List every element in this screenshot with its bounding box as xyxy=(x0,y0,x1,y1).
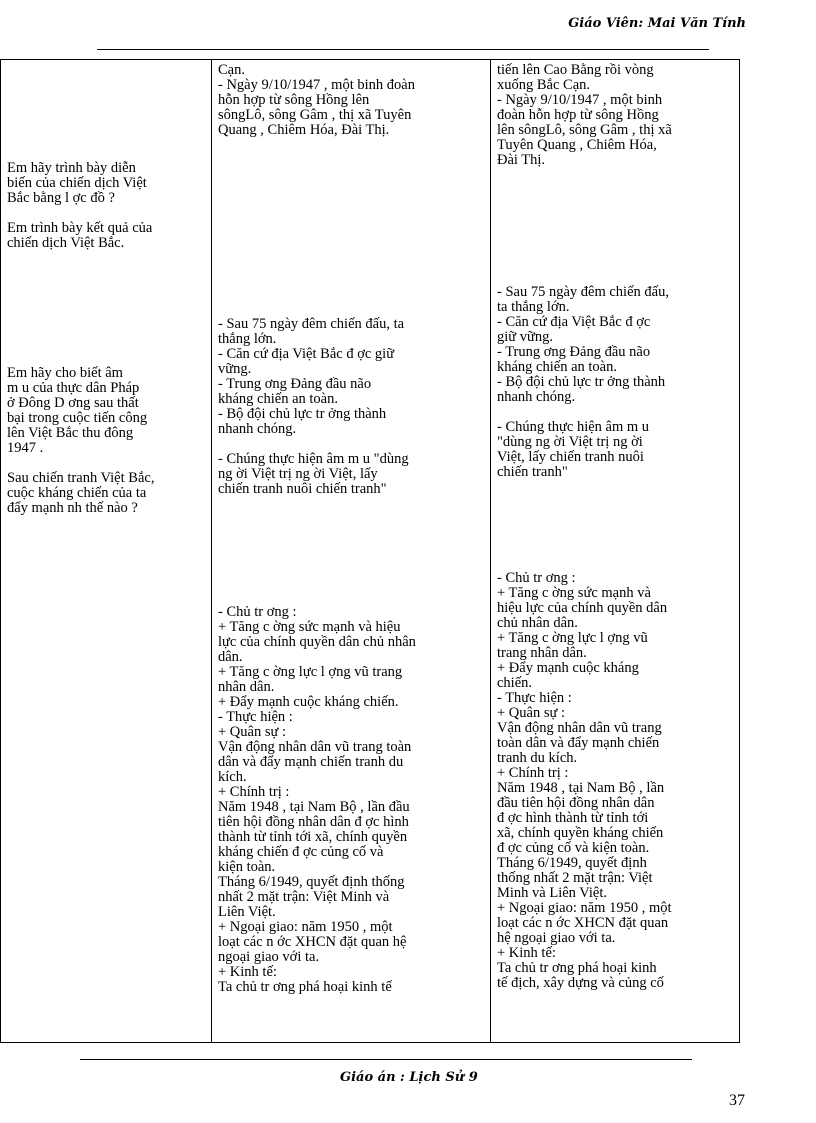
text-line: + Quân sự : xyxy=(497,705,565,721)
text-line: kích. xyxy=(218,769,247,785)
col1-block1 xyxy=(7,161,152,251)
text-line: - Căn cứ địa Việt Bắc đ ợc giữ xyxy=(218,346,395,362)
text-line: xã, chính quyền kháng chiến xyxy=(497,825,664,841)
text-line: Tuyên Quang , Chiêm Hóa, xyxy=(497,137,657,153)
text-line: + Tăng c ờng lực l ợng vũ xyxy=(497,630,648,646)
text-line: Liên Việt. xyxy=(218,904,276,920)
footer-lesson-title: Giáo án : Lịch Sử 9 xyxy=(340,1070,478,1085)
text-line: sôngLô, sông Gâm , thị xã Tuyên xyxy=(218,107,412,123)
lesson-table xyxy=(0,59,740,1043)
text-line: dân và đẩy mạnh chiến tranh du xyxy=(218,754,404,770)
text-line: chủ nhân dân. xyxy=(497,615,578,631)
text-line: - Ngày 9/10/1947 , một binh xyxy=(497,92,663,108)
text-line: chiến tranh" xyxy=(497,464,568,480)
text-line: thắng lớn. xyxy=(218,331,277,347)
text-line: - Chủ tr ơng : xyxy=(497,570,576,586)
text-line: vững. xyxy=(218,361,252,377)
text-line: loạt các n ớc XHCN đặt quan xyxy=(497,915,669,931)
text-line: bại trong cuộc tiến công xyxy=(7,410,148,426)
header-rule xyxy=(97,49,709,50)
text-line: - Trung ơng Đảng đầu não xyxy=(218,376,372,392)
text-line: Tháng 6/1949, quyết định xyxy=(497,855,647,871)
text-line: + Ngoại giao: năm 1950 , một xyxy=(218,919,393,935)
text-line: loạt các n ớc XHCN đặt quan hệ xyxy=(218,934,407,950)
text-line: "dùng ng ời Việt trị ng ời xyxy=(497,434,643,450)
text-line: Bắc bằng l ợc đồ ? xyxy=(7,190,115,206)
text-line: chiến. xyxy=(497,675,533,691)
header-teacher-name: Giáo Viên: Mai Văn Tính xyxy=(568,16,746,31)
text-line: ta thắng lớn. xyxy=(497,299,570,315)
text-line: Sau chiến tranh Việt Bắc, xyxy=(7,470,155,486)
text-line: - Chúng thực hiện âm m u xyxy=(497,419,650,435)
text-line: Em trình bày kết quả của xyxy=(7,220,153,236)
text-line: giữ vững. xyxy=(497,329,553,345)
col2-block1 xyxy=(218,63,415,138)
text-line: ngoại giao với ta. xyxy=(218,949,320,965)
text-line: hiệu lực của chính quyền dân xyxy=(497,600,668,616)
text-line: ng ời Việt trị ng ời Việt, lấy xyxy=(218,466,378,482)
text-line: lên sôngLô, sông Gâm , thị xã xyxy=(497,122,672,138)
text-line: 1947 . xyxy=(7,440,44,456)
text-line: tế địch, xây dựng và củng cố xyxy=(497,975,664,991)
text-line: - Ngày 9/10/1947 , một binh đoàn xyxy=(218,77,415,93)
text-line: - Bộ đội chủ lực tr ởng thành xyxy=(218,406,387,422)
text-line: m u của thực dân Pháp xyxy=(7,380,140,396)
text-line: lực của chính quyền dân chủ nhân xyxy=(218,634,416,650)
text-line: tranh du kích. xyxy=(497,750,578,766)
text-line: - Chúng thực hiện âm m u "dùng xyxy=(218,451,409,467)
text-line: tiên hội đồng nhân dân đ ợc hình xyxy=(218,814,409,830)
text-line: - Thực hiện : xyxy=(497,690,572,706)
text-line: + Đẩy mạnh cuộc kháng chiến. xyxy=(218,694,399,710)
text-line: kháng chiến an toàn. xyxy=(218,391,338,407)
text-line: Vận động nhân dân vũ trang toàn xyxy=(218,739,412,755)
text-line: thống nhất 2 mặt trận: Việt xyxy=(497,870,653,886)
text-line: trang nhân dân. xyxy=(497,645,587,661)
text-line: + Ngoại giao: năm 1950 , một xyxy=(497,900,672,916)
text-line: kháng chiến an toàn. xyxy=(497,359,617,375)
text-line: nhất 2 mặt trận: Việt Minh và xyxy=(218,889,390,905)
text-line: + Chính trị : xyxy=(497,765,569,781)
blank-line xyxy=(218,437,409,452)
text-line: Cạn. xyxy=(218,62,245,78)
text-line: + Quân sự : xyxy=(218,724,286,740)
col3-block1 xyxy=(497,63,672,168)
text-line: ở Đông D ơng sau thất xyxy=(7,395,139,411)
text-line: Em hãy trình bày diễn xyxy=(7,160,136,176)
text-line: + Kinh tế: xyxy=(218,964,277,980)
text-line: Minh và Liên Việt. xyxy=(497,885,608,901)
text-line: Ta chủ tr ơng phá hoại kinh xyxy=(497,960,657,976)
text-line: - Sau 75 ngày đêm chiến đấu, ta xyxy=(218,316,405,332)
text-line: Vận động nhân dân vũ trang xyxy=(497,720,662,736)
text-line: + Chính trị : xyxy=(218,784,290,800)
text-line: Ta chủ tr ơng phá hoại kinh tế xyxy=(218,979,392,995)
text-line: đ ợc củng cố và kiện toàn. xyxy=(497,840,650,856)
text-line: cuộc kháng chiến của ta xyxy=(7,485,147,501)
text-line: kiện toàn. xyxy=(218,859,276,875)
text-line: toàn dân và đẩy mạnh chiến xyxy=(497,735,660,751)
text-line: + Đẩy mạnh cuộc kháng xyxy=(497,660,639,676)
col3-block3 xyxy=(497,571,672,991)
text-line: chiến tranh nuôi chiến tranh" xyxy=(218,481,387,497)
text-line: thành từ tỉnh tới xã, chính quyền xyxy=(218,829,408,845)
text-line: đầu tiên hội đồng nhân dân xyxy=(497,795,655,811)
text-line: tiến lên Cao Bằng rồi vòng xyxy=(497,62,654,78)
text-line: - Thực hiện : xyxy=(218,709,293,725)
text-line: biến của chiến dịch Việt xyxy=(7,175,147,191)
text-line: kháng chiến đ ợc củng cố và xyxy=(218,844,384,860)
footer-rule xyxy=(80,1059,692,1060)
text-line: nhanh chóng. xyxy=(218,421,297,437)
text-line: Năm 1948 , tại Nam Bộ , lần xyxy=(497,780,665,796)
text-line: Việt, lấy chiến tranh nuôi xyxy=(497,449,644,465)
page-number: 37 xyxy=(729,1092,745,1109)
blank-line xyxy=(7,206,152,221)
text-line: nhanh chóng. xyxy=(497,389,576,405)
col2-block3 xyxy=(218,605,416,995)
text-line: chiến dịch Việt Bắc. xyxy=(7,235,125,251)
text-line: - Sau 75 ngày đêm chiến đấu, xyxy=(497,284,669,300)
text-line: đẩy mạnh nh thế nào ? xyxy=(7,500,138,516)
text-line: - Trung ơng Đảng đầu não xyxy=(497,344,651,360)
text-line: - Bộ đội chủ lực tr ởng thành xyxy=(497,374,666,390)
col2-block2 xyxy=(218,317,409,497)
blank-line xyxy=(497,405,669,420)
text-line: Năm 1948 , tại Nam Bộ , lần đầu xyxy=(218,799,410,815)
column-divider-2 xyxy=(490,60,491,1042)
text-line: + Tăng c ờng lực l ợng vũ trang xyxy=(218,664,403,680)
text-line: đoàn hỗn hợp từ sông Hồng xyxy=(497,107,659,123)
text-line: Quang , Chiêm Hóa, Đài Thị. xyxy=(218,122,390,138)
text-line: Em hãy cho biết âm xyxy=(7,365,123,381)
text-line: hệ ngoại giao với ta. xyxy=(497,930,616,946)
text-line: + Tăng c ờng sức mạnh và xyxy=(497,585,651,601)
col1-block2 xyxy=(7,366,154,516)
text-line: - Căn cứ địa Việt Bắc đ ợc xyxy=(497,314,651,330)
text-line: Đài Thị. xyxy=(497,152,546,168)
col3-block2 xyxy=(497,285,669,480)
text-line: dân. xyxy=(218,649,243,665)
text-line: - Chủ tr ơng : xyxy=(218,604,297,620)
text-line: xuống Bắc Cạn. xyxy=(497,77,591,93)
text-line: nhân dân. xyxy=(218,679,275,695)
text-line: + Tăng c ờng sức mạnh và hiệu xyxy=(218,619,401,635)
column-divider-1 xyxy=(211,60,212,1042)
text-line: đ ợc hình thành từ tỉnh tới xyxy=(497,810,649,826)
text-line: + Kinh tế: xyxy=(497,945,556,961)
text-line: hỗn hợp từ sông Hồng lên xyxy=(218,92,370,108)
text-line: Tháng 6/1949, quyết định thống xyxy=(218,874,405,890)
text-line: lên Việt Bắc thu đông xyxy=(7,425,134,441)
blank-line xyxy=(7,456,154,471)
